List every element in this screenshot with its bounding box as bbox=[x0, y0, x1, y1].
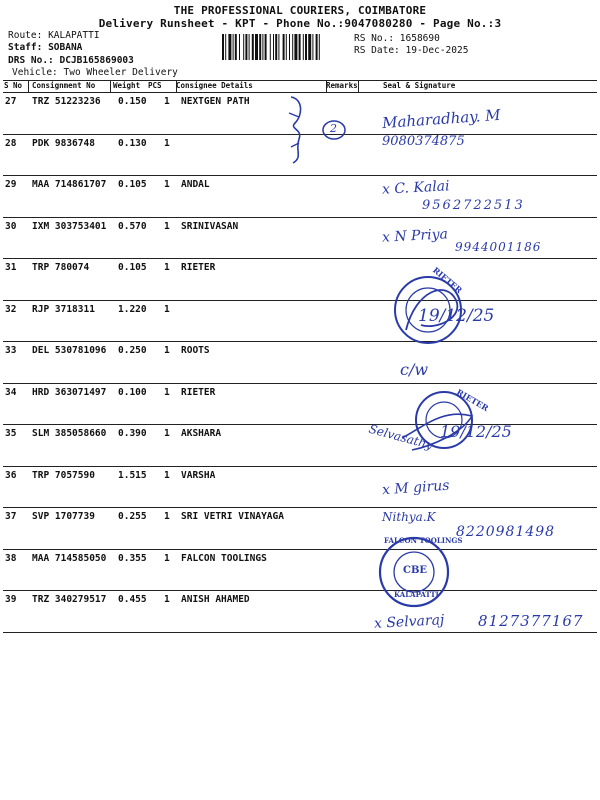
row-sno: 31 bbox=[5, 262, 17, 273]
row-consignment-no: MAA 714585050 bbox=[32, 552, 107, 564]
row-sno: 34 bbox=[5, 386, 17, 398]
row-sno: 30 bbox=[5, 220, 17, 232]
route-line bbox=[8, 30, 100, 41]
row-weight: 0.355 bbox=[118, 552, 147, 564]
row-weight: 0.250 bbox=[118, 345, 147, 356]
row-pcs: 1 bbox=[164, 220, 170, 232]
row-weight: 0.390 bbox=[118, 428, 147, 439]
signature-35: Selvasathy bbox=[367, 421, 435, 453]
row-consignee: SRI VETRI VINAYAGA bbox=[181, 511, 284, 522]
row-consignment-no: IXM 303753401 bbox=[32, 220, 107, 232]
row-sno: 37 bbox=[5, 511, 17, 522]
col-header-remarks: Remarks bbox=[326, 81, 358, 90]
rs-date-line bbox=[354, 45, 468, 56]
stamp-31-date: 19/12/25 bbox=[418, 306, 495, 326]
row-consignee: RIETER bbox=[181, 386, 216, 398]
signature-29-phone: 9562722513 bbox=[422, 198, 525, 213]
signature-36: x M girus bbox=[381, 477, 450, 499]
staff-label: Staff: bbox=[8, 42, 43, 53]
col-header-consignee: Consignee Details bbox=[176, 81, 253, 90]
col-divider bbox=[28, 80, 29, 92]
vehicle-line bbox=[12, 67, 178, 78]
row-pcs: 1 bbox=[164, 137, 170, 149]
row-divider bbox=[3, 549, 597, 550]
row-divider bbox=[3, 258, 597, 259]
row-weight: 0.570 bbox=[118, 220, 147, 232]
signature-37-phone: 8220981498 bbox=[456, 524, 556, 540]
signature-30-name: x N Priya bbox=[381, 226, 449, 246]
row-weight: 1.220 bbox=[118, 303, 147, 315]
company-title: THE PROFESSIONAL COURIERS, COIMBATORE bbox=[173, 4, 427, 17]
barcode-image bbox=[222, 34, 350, 60]
stamp-34-text: RIETER bbox=[454, 386, 491, 414]
row-pcs: 1 bbox=[164, 386, 170, 398]
row-weight: 0.100 bbox=[118, 386, 147, 398]
drs-line bbox=[8, 55, 134, 66]
row-consignment-no: SLM 385058660 bbox=[32, 428, 107, 439]
col-header-seal: Seal & Signature bbox=[383, 81, 456, 90]
signature-30-phone: 9944001186 bbox=[455, 240, 542, 254]
row-consignment-no: TRZ 340279517 bbox=[32, 594, 107, 605]
row-pcs: 1 bbox=[164, 428, 170, 439]
row-divider bbox=[3, 466, 597, 467]
row-consignment-no: HRD 363071497 bbox=[32, 386, 107, 398]
row-consignment-no: RJP 3718311 bbox=[32, 303, 95, 315]
row-sno: 29 bbox=[5, 179, 17, 190]
row-sno: 28 bbox=[5, 137, 17, 149]
stamp-31-text: RIETER bbox=[430, 264, 465, 296]
signature-33: c/w bbox=[400, 360, 429, 379]
row-sno: 27 bbox=[5, 96, 17, 107]
drs-label: DRS No.: bbox=[8, 55, 54, 66]
signature-27-name: Maharadhay. M bbox=[381, 105, 502, 133]
vehicle-value: Two Wheeler Delivery bbox=[63, 67, 178, 78]
row-sno: 35 bbox=[5, 428, 17, 439]
signature-37-name: Nithya.K bbox=[382, 510, 436, 524]
row-consignment-no: SVP 1707739 bbox=[32, 511, 95, 522]
row-divider bbox=[3, 507, 597, 508]
row-consignment-no: TRP 780074 bbox=[32, 262, 90, 273]
row-consignee: VARSHA bbox=[181, 469, 216, 481]
rs-date-value: 19-Dec-2025 bbox=[405, 45, 469, 56]
row-sno: 33 bbox=[5, 345, 17, 356]
row-divider bbox=[3, 632, 597, 633]
route-label: Route: bbox=[8, 30, 43, 41]
row-consignee: ANISH AHAMED bbox=[181, 594, 250, 605]
row-sno: 32 bbox=[5, 303, 17, 315]
row-consignment-no: TRP 7057590 bbox=[32, 469, 95, 481]
signature-29-name: x C. Kalai bbox=[381, 178, 450, 198]
row-consignment-no: TRZ 51223236 bbox=[32, 96, 101, 107]
col-divider bbox=[110, 80, 111, 92]
runsheet-subtitle: Delivery Runsheet - KPT - Phone No.:9047080280 - Page No.:3 bbox=[98, 17, 502, 30]
bracket-mark bbox=[285, 93, 325, 168]
row-consignee: ROOTS bbox=[181, 345, 210, 356]
rs-no-value: 1658690 bbox=[399, 33, 440, 44]
row-pcs: 1 bbox=[164, 594, 170, 605]
staff-line bbox=[8, 42, 82, 53]
row-consignee: AKSHARA bbox=[181, 428, 222, 439]
row-weight: 0.105 bbox=[118, 179, 147, 190]
row-pcs: 1 bbox=[164, 552, 170, 564]
stamp-38-area: KALAPATTI bbox=[394, 590, 439, 599]
row-consignment-no: PDK 9836748 bbox=[32, 137, 95, 149]
row-divider bbox=[3, 175, 597, 176]
row-sno: 38 bbox=[5, 552, 17, 564]
row-consignment-no: MAA 714861707 bbox=[32, 179, 107, 190]
row-weight: 0.105 bbox=[118, 262, 147, 273]
row-divider bbox=[3, 300, 597, 301]
signature-27-phone: 9080374875 bbox=[382, 134, 465, 149]
row-consignee: NEXTGEN PATH bbox=[181, 96, 250, 107]
row-weight: 0.150 bbox=[118, 96, 147, 107]
col-header-pcs: PCS bbox=[148, 81, 162, 90]
col-divider bbox=[358, 80, 359, 92]
stamp-38-city: CBE bbox=[403, 565, 428, 576]
row-consignee: FALCON TOOLINGS bbox=[181, 552, 267, 564]
row-consignee: RIETER bbox=[181, 262, 216, 273]
row-pcs: 1 bbox=[164, 303, 170, 315]
row-pcs: 1 bbox=[164, 511, 170, 522]
signature-39-name: x Selvaraj bbox=[373, 612, 445, 632]
row-pcs: 1 bbox=[164, 469, 170, 481]
row-consignee: SRINIVASAN bbox=[181, 220, 239, 232]
row-sno: 39 bbox=[5, 594, 17, 605]
remark-circle-text: 2 bbox=[330, 122, 337, 135]
col-header-consignment: Consignment No bbox=[32, 81, 96, 90]
rs-date-label: RS Date: bbox=[354, 45, 400, 56]
col-header-sno: S No bbox=[4, 81, 23, 90]
stamp-38-text: FALCON TOOLINGS bbox=[384, 536, 463, 545]
drs-value: DCJB165869003 bbox=[59, 55, 134, 66]
row-weight: 0.455 bbox=[118, 594, 147, 605]
vehicle-label: Vehicle: bbox=[12, 67, 58, 78]
row-pcs: 1 bbox=[164, 262, 170, 273]
rs-no-label: RS No.: bbox=[354, 33, 395, 44]
row-weight: 1.515 bbox=[118, 469, 147, 481]
row-sno: 36 bbox=[5, 469, 17, 481]
row-pcs: 1 bbox=[164, 345, 170, 356]
row-consignment-no: DEL 530781096 bbox=[32, 345, 107, 356]
signature-39-phone: 8127377167 bbox=[478, 612, 584, 630]
row-divider bbox=[3, 341, 597, 342]
row-weight: 0.130 bbox=[118, 137, 147, 149]
staff-value: SOBANA bbox=[48, 42, 83, 53]
row-divider bbox=[3, 590, 597, 591]
row-consignee: ANDAL bbox=[181, 179, 210, 190]
col-header-weight: Weight bbox=[113, 81, 141, 90]
row-pcs: 1 bbox=[164, 96, 170, 107]
row-divider bbox=[3, 383, 597, 384]
row-weight: 0.255 bbox=[118, 511, 147, 522]
route-value: KALAPATTI bbox=[48, 30, 100, 41]
stamp-34-date: 19/12/25 bbox=[440, 422, 512, 441]
row-pcs: 1 bbox=[164, 179, 170, 190]
rs-no-line bbox=[354, 33, 440, 44]
row-divider bbox=[3, 217, 597, 218]
